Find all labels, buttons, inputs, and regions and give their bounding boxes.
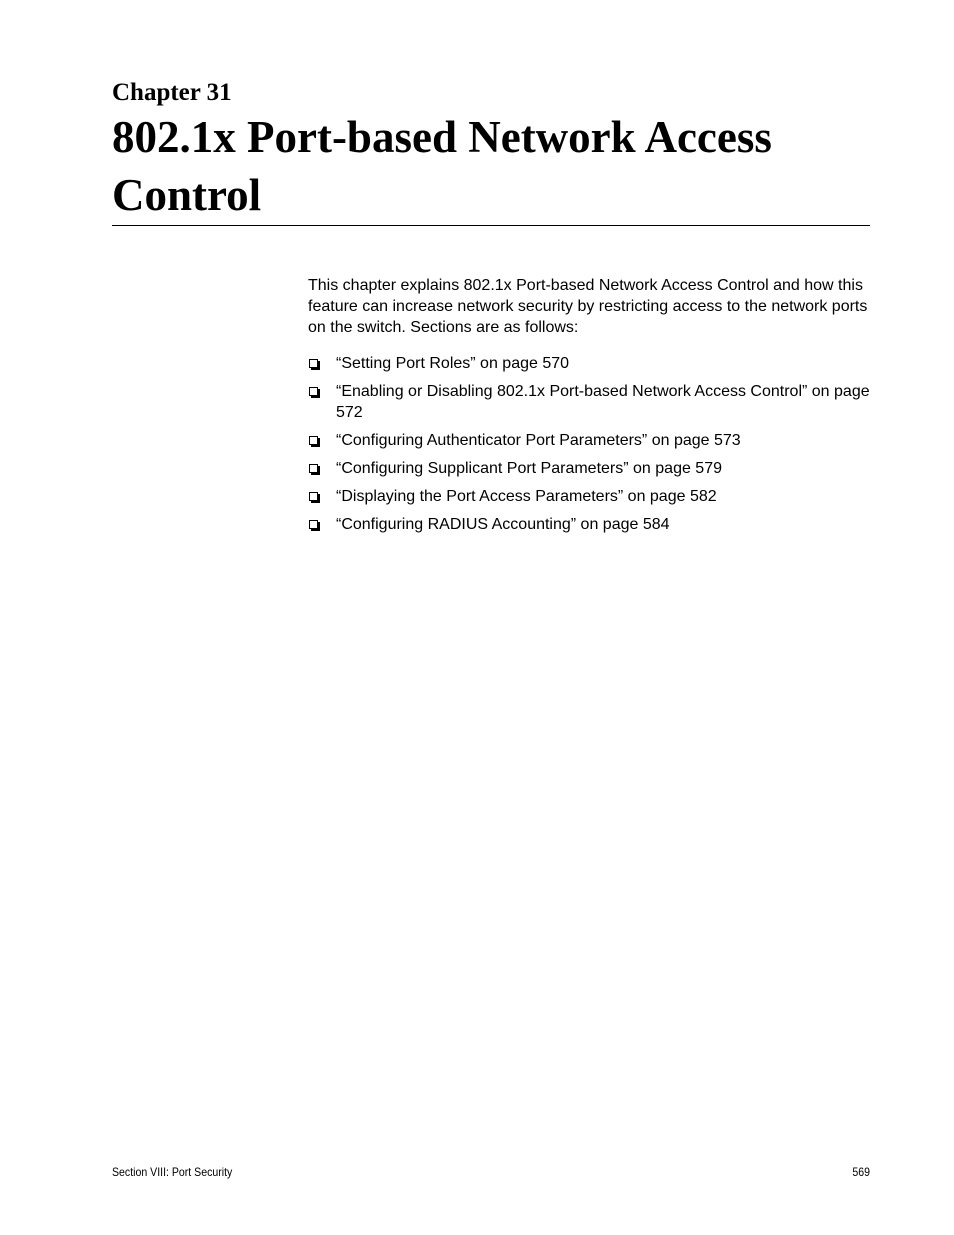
list-item bbox=[308, 486, 873, 507]
list-item bbox=[308, 458, 873, 479]
checkbox-icon bbox=[309, 387, 318, 396]
title-divider bbox=[112, 225, 870, 226]
list-item bbox=[308, 381, 873, 423]
checkbox-icon bbox=[309, 520, 318, 529]
section-link[interactable]: “Displaying the Port Access Parameters” on page 582 bbox=[336, 488, 717, 505]
list-item bbox=[308, 430, 873, 451]
list-item bbox=[308, 353, 873, 374]
section-link[interactable]: “Configuring Authenticator Port Parameters” on page 573 bbox=[336, 432, 741, 449]
checkbox-icon bbox=[309, 359, 318, 368]
footer-section-name: Section VIII: Port Security bbox=[112, 1165, 233, 1179]
checkbox-icon bbox=[309, 492, 318, 501]
section-list bbox=[308, 353, 873, 542]
section-link[interactable]: “Setting Port Roles” on page 570 bbox=[336, 355, 570, 372]
chapter-label: Chapter 31 bbox=[112, 79, 232, 106]
section-link[interactable]: “Configuring RADIUS Accounting” on page 584 bbox=[336, 516, 670, 533]
section-link[interactable]: “Enabling or Disabling 802.1x Port-based Network Access Control” on page 572 bbox=[336, 383, 870, 421]
checkbox-icon bbox=[309, 436, 318, 445]
chapter-title: 802.1x Port-based Network Access Control bbox=[112, 112, 772, 220]
list-item bbox=[308, 514, 873, 535]
intro-paragraph: This chapter explains 802.1x Port-based Network Access Control and how this feature can increase network security by restricting access to the network ports on the switch. Sections are as follows: bbox=[308, 277, 868, 336]
section-link[interactable]: “Configuring Supplicant Port Parameters” on page 579 bbox=[336, 460, 722, 477]
footer-page-number: 569 bbox=[852, 1165, 870, 1179]
checkbox-icon bbox=[309, 464, 318, 473]
